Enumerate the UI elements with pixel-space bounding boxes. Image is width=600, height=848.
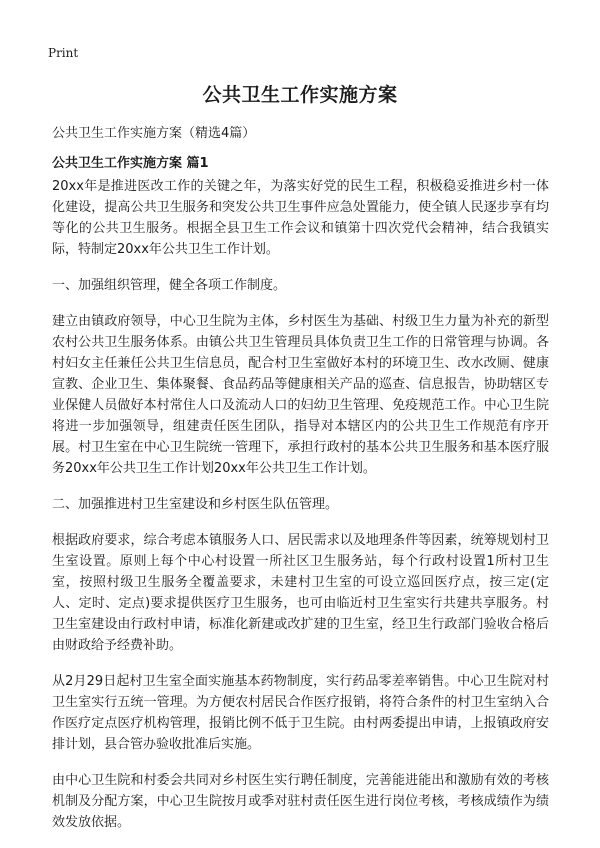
- subheading-clinic-construction: 二、加强推进村卫生室建设和乡村医生队伍管理。: [52, 497, 339, 512]
- paragraph-organization: 建立由镇政府领导，中心卫生院为主体，乡村医生为基础、村级卫生力量为补充的新型农村公共卫生服务体系。由镇公共卫生管理员具体负责卫生工作的日常管理与协调。各村妇女主任兼任公共卫生信息员，配合村卫生室做好本村的环境卫生、改水改厕、健康宣教、企业卫生、集体聚餐、食品药品等健康相关产品的巡查、信息报告，协助辖区专业保健人员做好本村常住人口及流动人口的妇幼卫生管理、免疫规范工作。中心卫生院将进一步加强领导，组建责任医生团队，指导对本辖区内的公共卫生工作规范有序开展。村卫生室在中心卫生院统一管理下，承担行政村的基本公共卫生服务和基本医疗服务20xx年公共卫生工作计划20xx年公共卫生工作计划。: [52, 314, 549, 476]
- section-heading: 公共卫生工作实施方案 篇1: [52, 156, 209, 171]
- paragraph-clinic-planning: 根据政府要求，综合考虑本镇服务人口、居民需求以及地理条件等因素，统筹规划村卫生室设置。原则上每个中心村设置一所社区卫生服务站，每个行政村设置1所村卫生室，按照村级卫生服务全覆盖要求，未建村卫生室的可设立巡回医疗点，按三定(定人、定时、定点)要求提供医疗卫生服务，也可由临近村卫生室实行共建共享服务。村卫生室建设由行政村申请，标准化新建或改扩建的卫生室，经卫生行政部门验收合格后由财政给予经费补助。: [52, 533, 549, 653]
- paragraph-drug-system: 从2月29日起村卫生室全面实施基本药物制度，实行药品零差率销售。中心卫生院对村卫生室实行五统一管理。为方便农村居民合作医疗报销，将符合条件的村卫生室纳入合作医疗定点医疗机构管理，报销比例不低于卫生院。由村两委提出申请，上报镇政府安排计划，县合管办验收批准后实施。: [52, 674, 549, 752]
- paragraph-intro: 20xx年是推进医改工作的关键之年，为落实好党的民生工程，积极稳妥推进乡村一体化建设，提高公共卫生服务和突发公共卫生事件应急处置能力，使全镇人民逐步享有均等化的公共卫生服务。根据全县卫生工作会议和镇第十四次党代会精神，结合我镇实际，特制定20xx年公共卫生工作计划。: [52, 179, 549, 257]
- paragraph-doctor-assessment: 由中心卫生院和村委会共同对乡村医生实行聘任制度，完善能进能出和激励有效的考核机制及分配方案，中心卫生院按月或季对驻村责任医生进行岗位考核，考核成绩作为绩效发放依据。: [52, 773, 549, 830]
- print-link[interactable]: Print: [48, 46, 79, 60]
- document-body: [52, 176, 549, 848]
- page-title: 公共卫生工作实施方案: [202, 84, 398, 106]
- document-subtitle: 公共卫生工作实施方案（精选4篇）: [52, 126, 256, 141]
- subheading-organization: 一、加强组织管理，健全各项工作制度。: [52, 278, 287, 293]
